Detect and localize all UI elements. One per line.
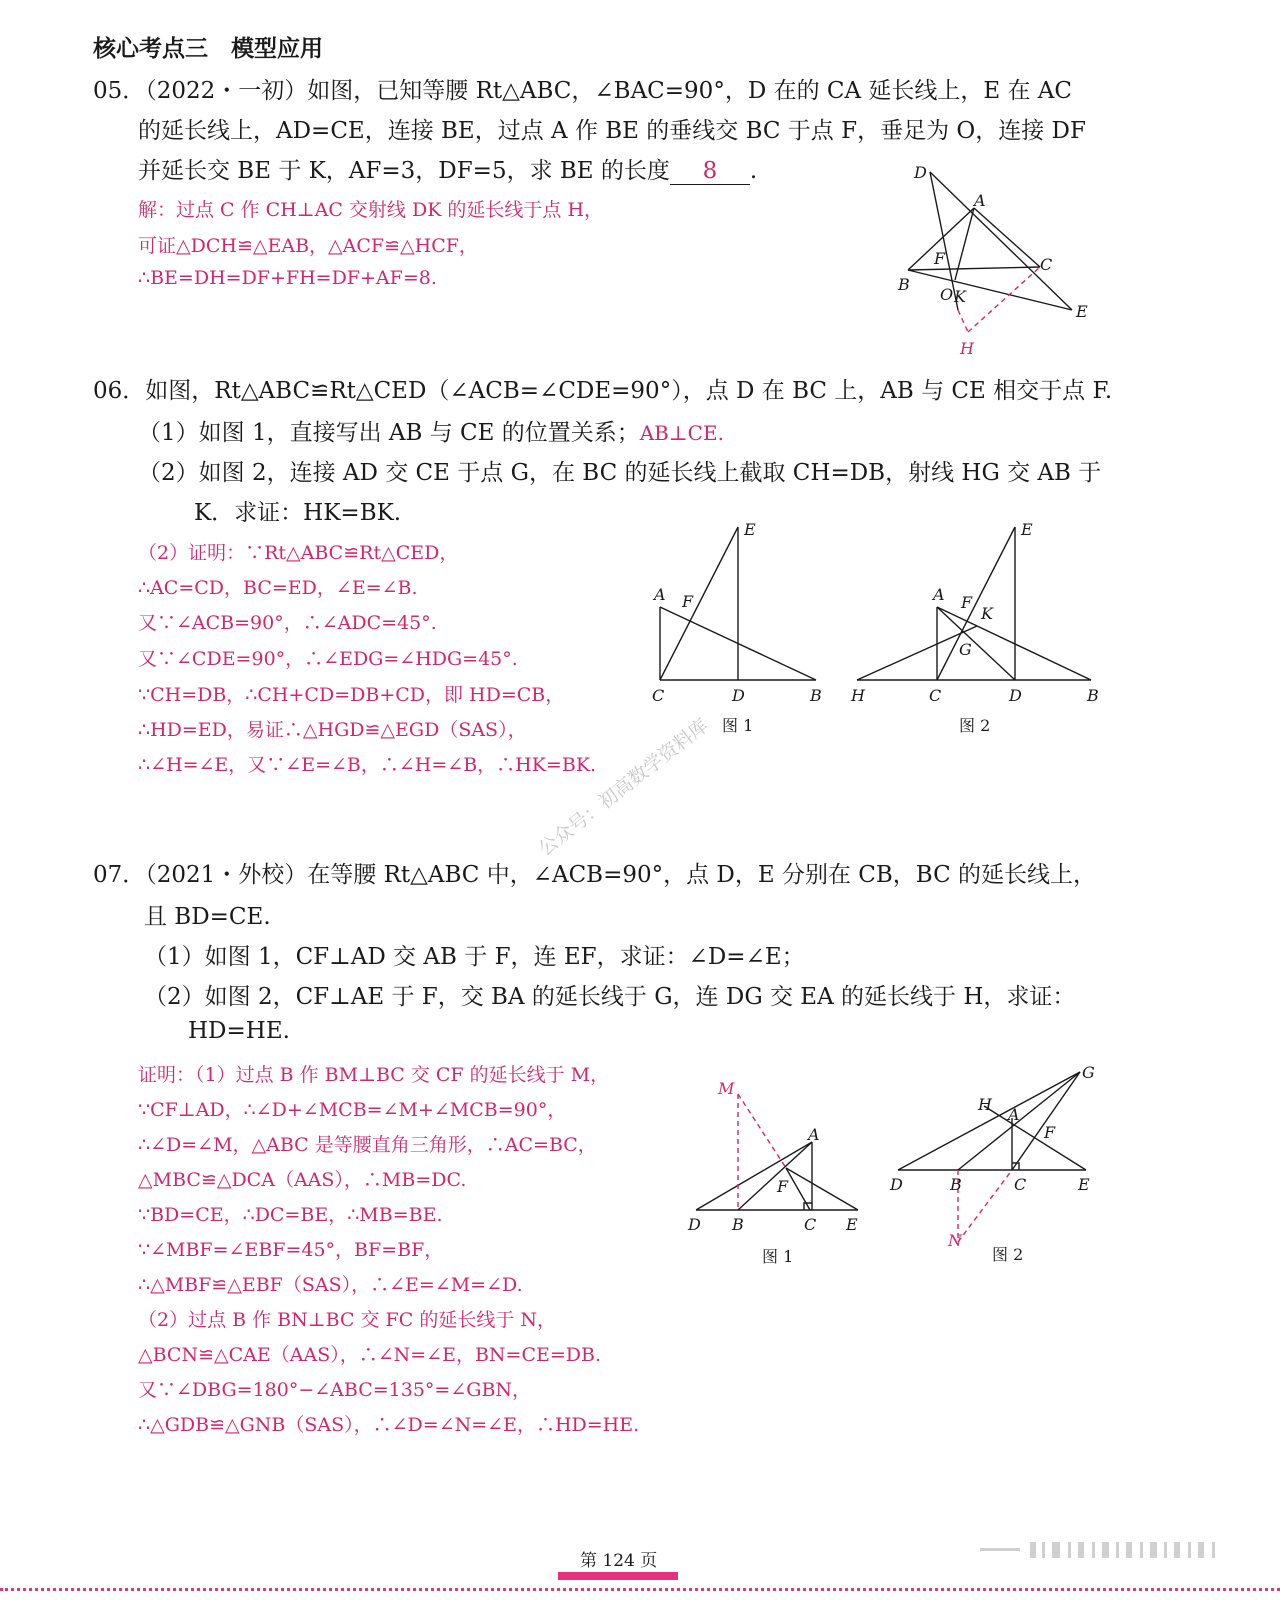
footer-dotted-rule <box>0 1588 1280 1595</box>
q07-f2-label-A: A <box>1008 1105 1020 1124</box>
q07-sol-10: 又∵∠DBG=180°−∠ABC=135°=∠GBN， <box>138 1379 532 1401</box>
q07-sol-2: ∵CF⊥AD，∴∠D+∠MCB=∠M+∠MCB=90°， <box>138 1099 567 1121</box>
q06-f2-label-E: E <box>1021 520 1033 539</box>
q06-f1-label-D: D <box>732 686 745 705</box>
q07-sol-7: ∴△MBF≌△EBF（SAS），∴∠E=∠M=∠D. <box>138 1274 523 1296</box>
q07-figure-2 <box>880 1060 1110 1270</box>
q06-f1-label-B: B <box>810 686 822 705</box>
q07-p2a: （2）如图 2，CF⊥AE 于 F，交 BA 的延长线于 G，连 DG 交 EA 的延长线于 H，求证： <box>144 984 1076 1010</box>
q07-f2-label-G: G <box>1082 1063 1095 1082</box>
q07-line2: 且 BD=CE. <box>144 904 271 930</box>
q07-sol-3: ∴∠D=∠M，△ABC 是等腰直角三角形，∴AC=BC， <box>138 1134 597 1156</box>
q07-f1-label-F: F <box>777 1177 789 1196</box>
q05-label-H: H <box>960 339 974 358</box>
q06-f2-label-G: G <box>959 640 972 659</box>
barcode-decoration-icon <box>980 1538 1230 1560</box>
q05-label-A: A <box>974 191 986 210</box>
q05-label-B: B <box>898 275 910 294</box>
q07-f2-label-C: C <box>1014 1175 1027 1194</box>
q07-fig1-caption: 图 1 <box>762 1247 794 1266</box>
q05-sol3: ∴BE=DH=DF+FH=DF+AF=8. <box>138 267 437 289</box>
q07-f1-label-M: M <box>718 1079 735 1098</box>
q06-f1-label-C: C <box>652 686 665 705</box>
q06-sol-5: ∵CH=DB，∴CH+CD=DB+CD，即 HD=CB， <box>138 684 565 706</box>
q06-p1-text: （1）如图 1，直接写出 AB 与 CE 的位置关系； <box>138 420 640 446</box>
q06-f2-label-K: K <box>981 604 993 623</box>
q05-line3-text: 并延长交 BE 于 K，AF=3，DF=5，求 BE 的长度 <box>138 158 670 184</box>
q07-fig2-caption: 图 2 <box>992 1245 1024 1264</box>
q07-sol-1: 证明：（1）过点 B 作 BM⊥BC 交 CF 的延长线于 M， <box>138 1064 610 1086</box>
q07-sol-11: ∴△GDB≌△GNB（SAS），∴∠D=∠N=∠E，∴HD=HE. <box>138 1414 640 1436</box>
q07-sol-8: （2）过点 B 作 BN⊥BC 交 FC 的延长线于 N， <box>138 1309 556 1331</box>
q07-sol-5: ∵BD=CE，∴DC=BE，∴MB=BE. <box>138 1204 443 1226</box>
q06-sol-6: ∴HD=ED，易证∴△HGD≌△EGD（SAS）， <box>138 719 527 741</box>
q07-f2-label-B: B <box>950 1175 962 1194</box>
q07-f2-label-D: D <box>890 1175 903 1194</box>
q07-f1-label-E: E <box>846 1215 858 1234</box>
q06-f2-label-B: B <box>1087 686 1099 705</box>
q07-p2b: HD=HE. <box>188 1018 290 1044</box>
q06-f2-label-H: H <box>851 686 865 705</box>
q06-line1: 06．如图，Rt△ABC≌Rt△CED（∠ACB=∠CDE=90°），点 D 在 BC 上，AB 与 CE 相交于点 F. <box>93 378 1113 404</box>
q06-f1-label-A: A <box>654 585 666 604</box>
footer-accent-bar <box>558 1572 678 1580</box>
q05-sol1: 解：过点 C 作 CH⊥AC 交射线 DK 的延长线于点 H， <box>138 199 604 221</box>
q07-line1: 07．（2021・外校）在等腰 Rt△ABC 中，∠ACB=90°，点 D，E 分别在 CB，BC 的延长线上， <box>93 862 1097 888</box>
q05-label-C: C <box>1040 255 1053 274</box>
q07-sol-9: △BCN≌△CAE（AAS），∴∠N=∠E，BN=CE=DB. <box>138 1344 602 1366</box>
q07-sol-6: ∵∠MBF=∠EBF=45°，BF=BF， <box>138 1239 444 1261</box>
q07-figure-1 <box>680 1070 880 1270</box>
q07-f2-label-H: H <box>978 1095 992 1114</box>
q06-f1-label-F: F <box>682 592 694 611</box>
q06-f2-label-F: F <box>961 593 973 612</box>
q06-f2-label-D: D <box>1009 686 1022 705</box>
q06-p2a: （2）如图 2，连接 AD 交 CE 于点 G，在 BC 的延长线上截取 CH=DB，射线 HG 交 AB 于 <box>138 460 1102 486</box>
q06-figure-2 <box>845 515 1110 740</box>
q05-line3: 并延长交 BE 于 K，AF=3，DF=5，求 BE 的长度 8 . <box>138 158 758 184</box>
q07-f1-label-A: A <box>808 1125 820 1144</box>
q05-label-D: D <box>914 163 927 182</box>
q05-figure <box>890 160 1110 360</box>
q06-f2-label-A: A <box>933 585 945 604</box>
q06-p2b: K．求证：HK=BK. <box>194 500 402 526</box>
q06-sol-3: 又∵∠ACB=90°，∴∠ADC=45°. <box>138 612 437 634</box>
q07-p1: （1）如图 1，CF⊥AD 交 AB 于 F，连 EF，求证：∠D=∠E； <box>144 944 805 970</box>
q05-label-F: F <box>934 249 946 268</box>
q06-fig2-caption: 图 2 <box>959 716 991 735</box>
q06-sol-7: ∴∠H=∠E，又∵∠E=∠B，∴∠H=∠B，∴HK=BK. <box>138 754 597 776</box>
q07-f1-label-D: D <box>688 1215 701 1234</box>
q06-sol-1: （2）证明：∵Rt△ABC≌Rt△CED， <box>138 542 459 564</box>
q05-answer-blank: 8 <box>670 158 750 185</box>
q06-p1-answer: AB⊥CE. <box>639 421 724 445</box>
q06-sol-2: ∴AC=CD，BC=ED，∠E=∠B. <box>138 577 418 599</box>
q06-sol-4: 又∵∠CDE=90°，∴∠EDG=∠HDG=45°. <box>138 648 518 670</box>
q07-f2-label-F: F <box>1044 1123 1056 1142</box>
q05-label-O: O <box>940 285 954 304</box>
q07-sol-4: △MBC≌△DCA（AAS），∴MB=DC. <box>138 1169 467 1191</box>
q05-line2: 的延长线上，AD=CE，连接 BE，过点 A 作 BE 的垂线交 BC 于点 F，垂足为 O，连接 DF <box>138 118 1086 144</box>
q07-f2-label-E: E <box>1078 1175 1090 1194</box>
q06-p1 <box>138 414 724 447</box>
page-number: 第 124 页 <box>580 1551 658 1571</box>
q05-sol2: 可证△DCH≌△EAB，△ACF≌△HCF， <box>138 235 478 257</box>
q07-f2-label-N: N <box>948 1231 962 1250</box>
q05-label-E: E <box>1076 302 1088 321</box>
q06-fig1-caption: 图 1 <box>722 716 754 735</box>
q05-line1: 05．（2022・一初）如图，已知等腰 Rt△ABC，∠BAC=90°，D 在的 CA 延长线上，E 在 AC <box>93 78 1073 104</box>
q07-f1-label-B: B <box>732 1215 744 1234</box>
q05-label-K: K <box>954 287 966 306</box>
q06-f1-label-E: E <box>744 520 756 539</box>
q06-f2-label-C: C <box>929 686 942 705</box>
q06-figure-1 <box>640 515 830 740</box>
watermark: 公众号：初高数学资料库 <box>534 714 713 861</box>
section-title: 核心考点三 模型应用 <box>93 36 323 62</box>
q07-f1-label-C: C <box>804 1215 817 1234</box>
